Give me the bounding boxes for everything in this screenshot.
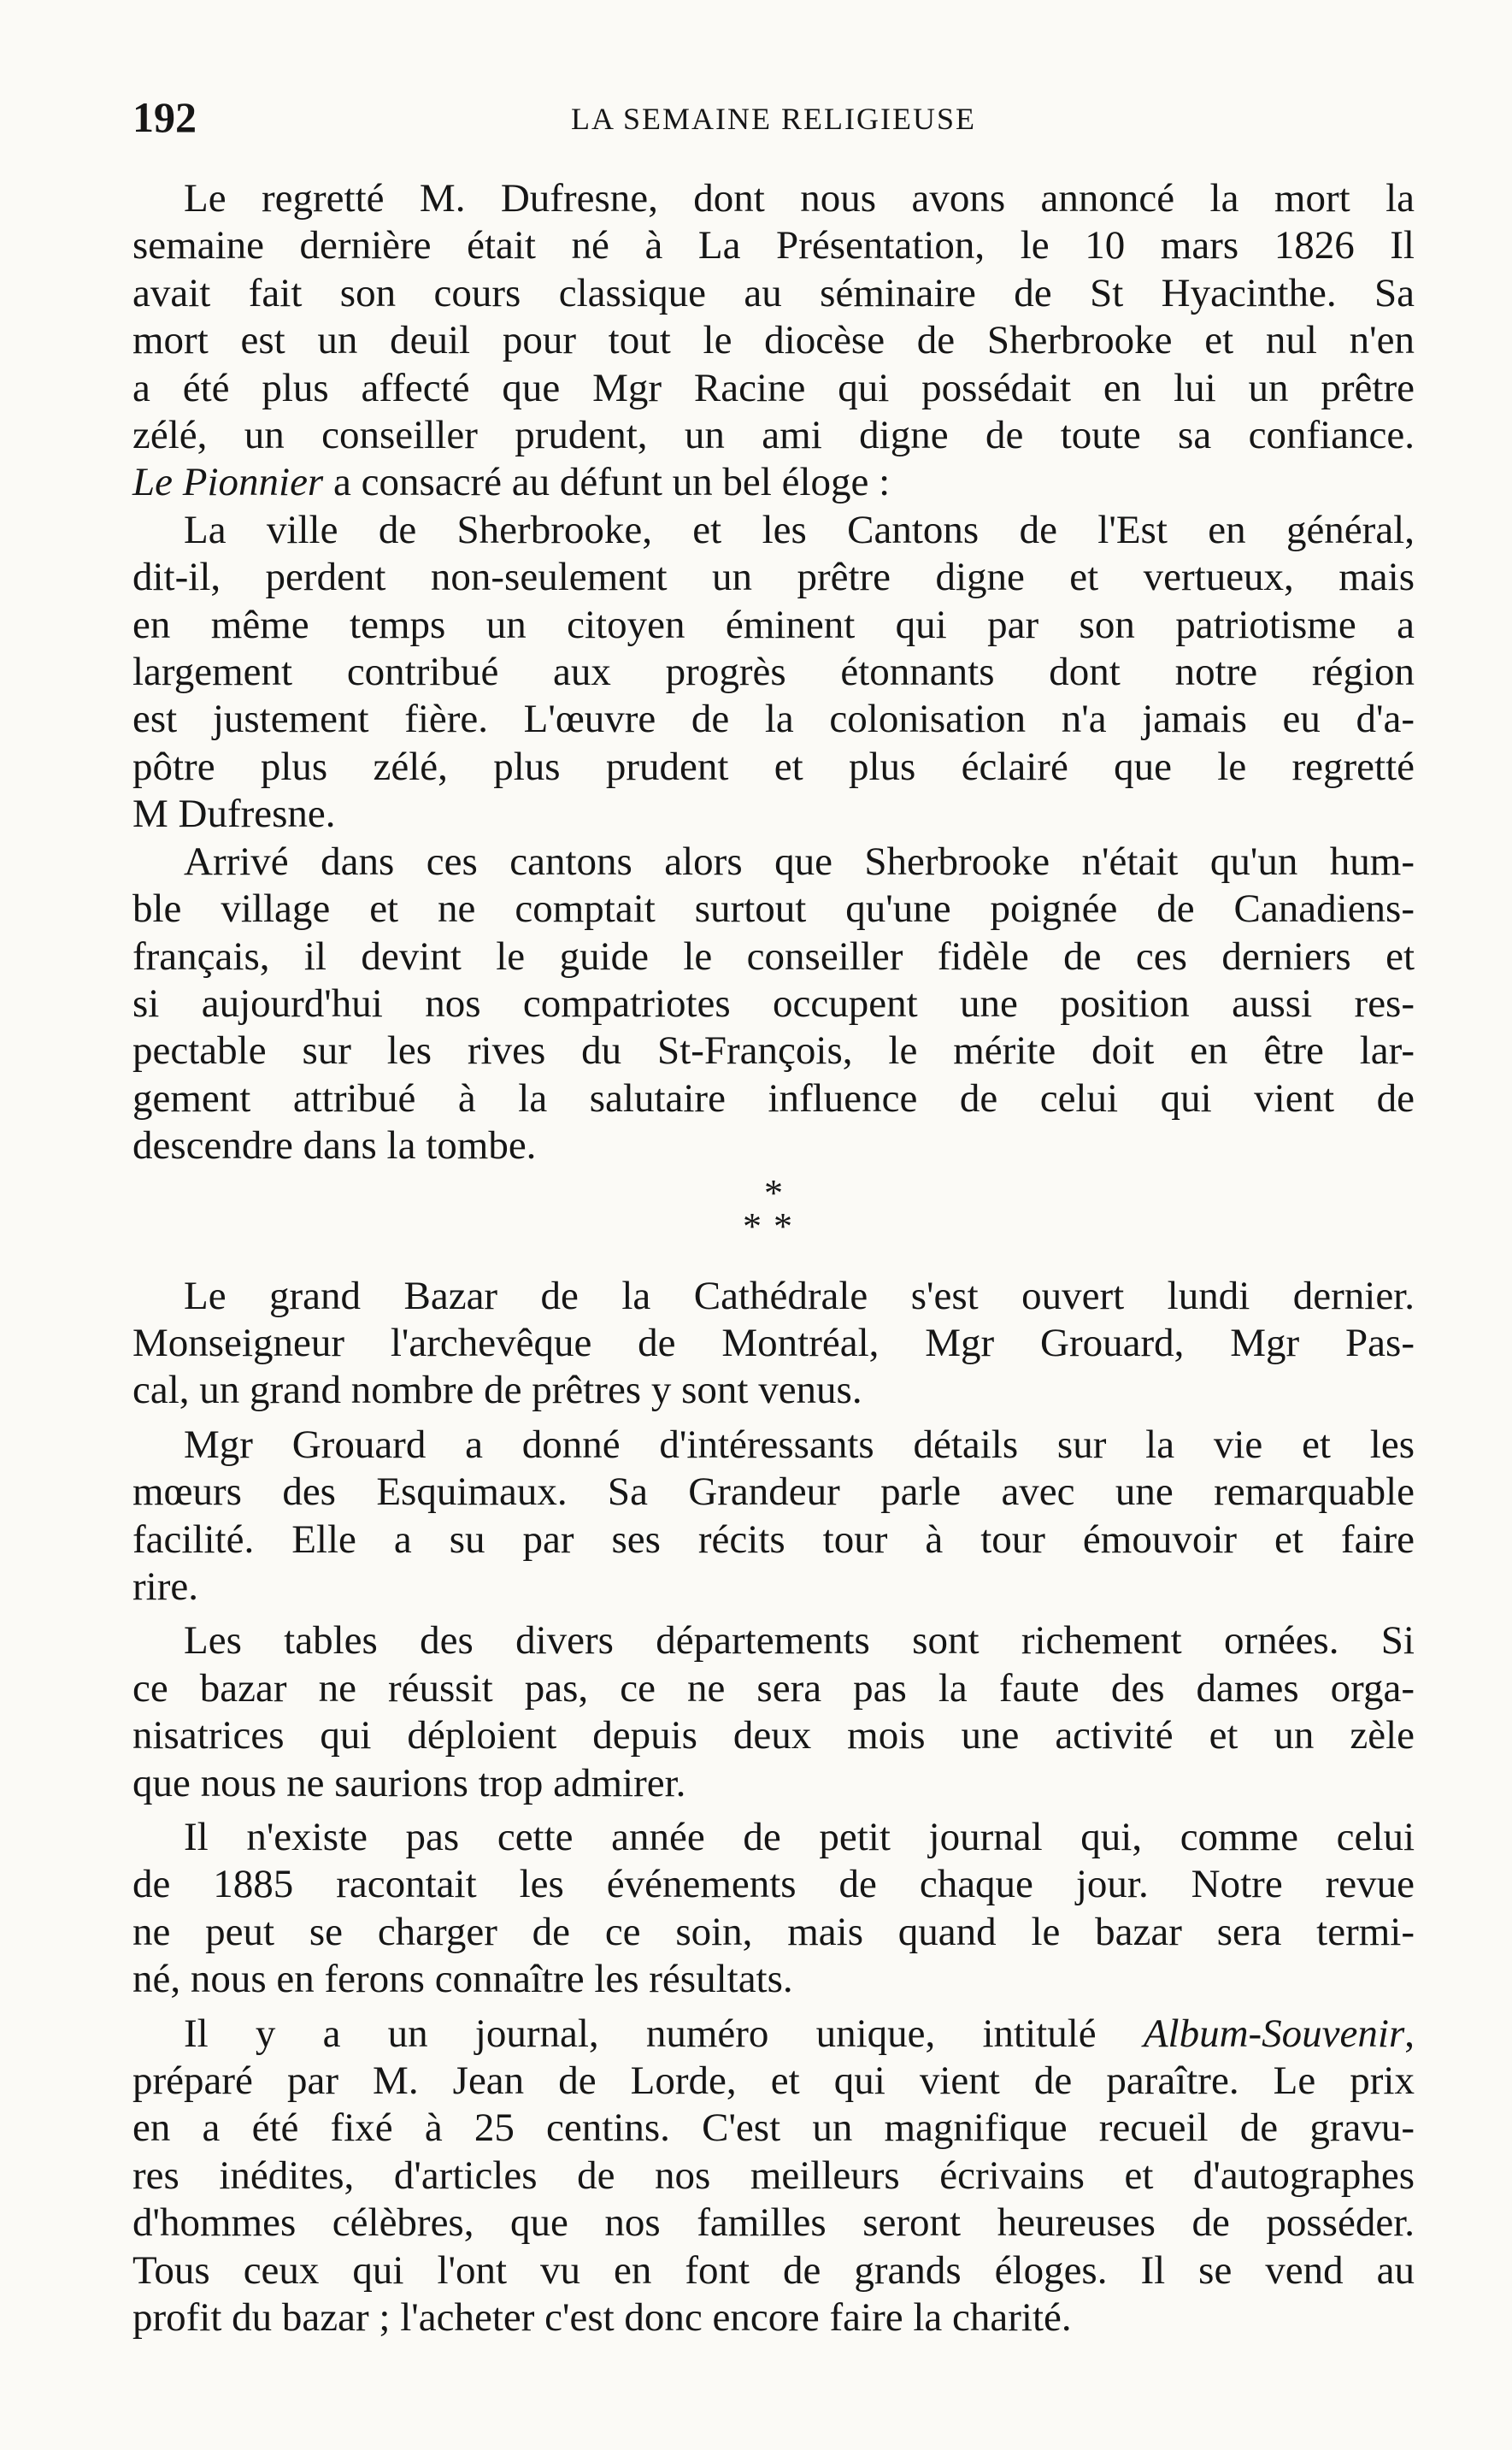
- text-line: facilité. Elle a su par ses récits tour à tour émouvoir et faire: [132, 1517, 1415, 1562]
- text-line: né, nous en ferons connaître les résultats.: [132, 1957, 793, 2002]
- text-line: semaine dernière était né à La Présentation, le 10 mars 1826 Il: [132, 223, 1415, 268]
- paragraph-obituary: [132, 175, 1415, 507]
- text-line: en même temps un citoyen éminent qui par son patriotisme a: [132, 602, 1415, 647]
- asterism-top: *: [764, 1171, 783, 1214]
- text-line: descendre dans la tombe.: [132, 1123, 537, 1169]
- body-text: [132, 175, 1415, 2341]
- text-line: ne peut se charger de ce soin, mais quand le bazar sera termi-: [132, 1909, 1415, 1954]
- text-line: a été plus affecté que Mgr Racine qui possédait en lui un prêtre: [132, 365, 1415, 410]
- text-line: largement contribué aux progrès étonnants dont notre région: [132, 650, 1415, 695]
- text-line: est justement fière. L'œuvre de la colonisation n'a jamais eu d'a-: [132, 697, 1415, 742]
- text-line: res inédites, d'articles de nos meilleurs écrivains et d'autographes: [132, 2153, 1415, 2198]
- text-line: mœurs des Esquimaux. Sa Grandeur parle avec une remarquable: [132, 1469, 1415, 1515]
- text-line: ce bazar ne réussit pas, ce ne sera pas la faute des dames orga-: [132, 1665, 1415, 1711]
- text-line: en a été fixé à 25 centins. C'est un magnifique recueil de gravu-: [132, 2105, 1415, 2151]
- text-line: M Dufresne.: [132, 792, 336, 837]
- text-line: pectable sur les rives du St-François, le mérite doit en être lar-: [132, 1028, 1415, 1074]
- text-line: Le grand Bazar de la Cathédrale s'est ouvert lundi dernier.: [184, 1273, 1415, 1318]
- page-number: 192: [132, 93, 197, 141]
- text-line: Le regretté M. Dufresne, dont nous avons annoncé la mort la: [184, 176, 1415, 221]
- text-line: La ville de Sherbrooke, et les Cantons de l'Est en général,: [184, 507, 1415, 552]
- text-line: si aujourd'hui nos compatriotes occupent une position aussi res-: [132, 981, 1415, 1026]
- paragraph-quote-2: [132, 839, 1415, 1170]
- text-line: Le Pionnier a consacré au défunt un bel éloge :: [132, 460, 891, 505]
- running-head: LA SEMAINE RELIGIEUSE: [571, 102, 976, 136]
- text-line: cal, un grand nombre de prêtres y sont venus.: [132, 1368, 862, 1413]
- paragraph-tables: [132, 1617, 1415, 1807]
- text-line: nisatrices qui déploient depuis deux mois une activité et un zèle: [132, 1713, 1415, 1758]
- text-line: Arrivé dans ces cantons alors que Sherbrooke n'était qu'un hum-: [184, 839, 1415, 884]
- text-line: dit-il, perdent non-seulement un prêtre digne et vertueux, mais: [132, 555, 1415, 600]
- section-separator: [132, 1170, 1415, 1273]
- text-line: Les tables des divers départements sont richement ornées. Si: [184, 1618, 1415, 1664]
- text-line: Il n'existe pas cette année de petit journal qui, comme celui: [184, 1815, 1415, 1859]
- paragraph-quote-1: [132, 507, 1415, 839]
- text-line: avait fait son cours classique au séminaire de St Hyacinthe. Sa: [132, 270, 1415, 315]
- asterism-bottom: **: [743, 1204, 804, 1247]
- text-line: zélé, un conseiller prudent, un ami digne de toute sa confiance.: [132, 413, 1415, 458]
- text-line: profit du bazar ; l'acheter c'est donc encore faire la charité.: [132, 2295, 1072, 2341]
- text-line: Monseigneur l'archevêque de Montréal, Mgr Grouard, Mgr Pas-: [132, 1320, 1415, 1365]
- text-line: de 1885 racontait les événements de chaque jour. Notre revue: [132, 1862, 1415, 1907]
- text-line: Il y a un journal, numéro unique, intitulé Album-Souvenir,: [184, 2011, 1415, 2056]
- text-line: français, il devint le guide le conseiller fidèle de ces derniers et: [132, 933, 1415, 979]
- paragraph-album: [132, 2011, 1415, 2342]
- text-line: Mgr Grouard a donné d'intéressants détails sur la vie et les: [184, 1422, 1415, 1467]
- text-line: gement attribué à la salutaire influence de celui qui vient de: [132, 1075, 1415, 1121]
- text-line: pôtre plus zélé, plus prudent et plus éclairé que le regretté: [132, 744, 1415, 789]
- text-line: Tous ceux qui l'ont vu en font de grands éloges. Il se vend au: [132, 2247, 1415, 2293]
- paragraph-journal: [132, 1814, 1415, 2004]
- page-header: [132, 85, 1415, 145]
- text-line: préparé par M. Jean de Lorde, et qui vient de paraître. Le prix: [132, 2058, 1415, 2104]
- text-line: mort est un deuil pour tout le diocèse de Sherbrooke et nul n'en: [132, 318, 1415, 363]
- paragraph-grouard: [132, 1422, 1415, 1611]
- text-line: que nous ne saurions trop admirer.: [132, 1760, 686, 1805]
- paragraph-bazar: [132, 1273, 1415, 1415]
- text-line: ble village et ne comptait surtout qu'une poignée de Canadiens-: [132, 886, 1415, 932]
- text-line: d'hommes célèbres, que nos familles seront heureuses de posséder.: [132, 2200, 1415, 2246]
- text-line: rire.: [132, 1564, 198, 1609]
